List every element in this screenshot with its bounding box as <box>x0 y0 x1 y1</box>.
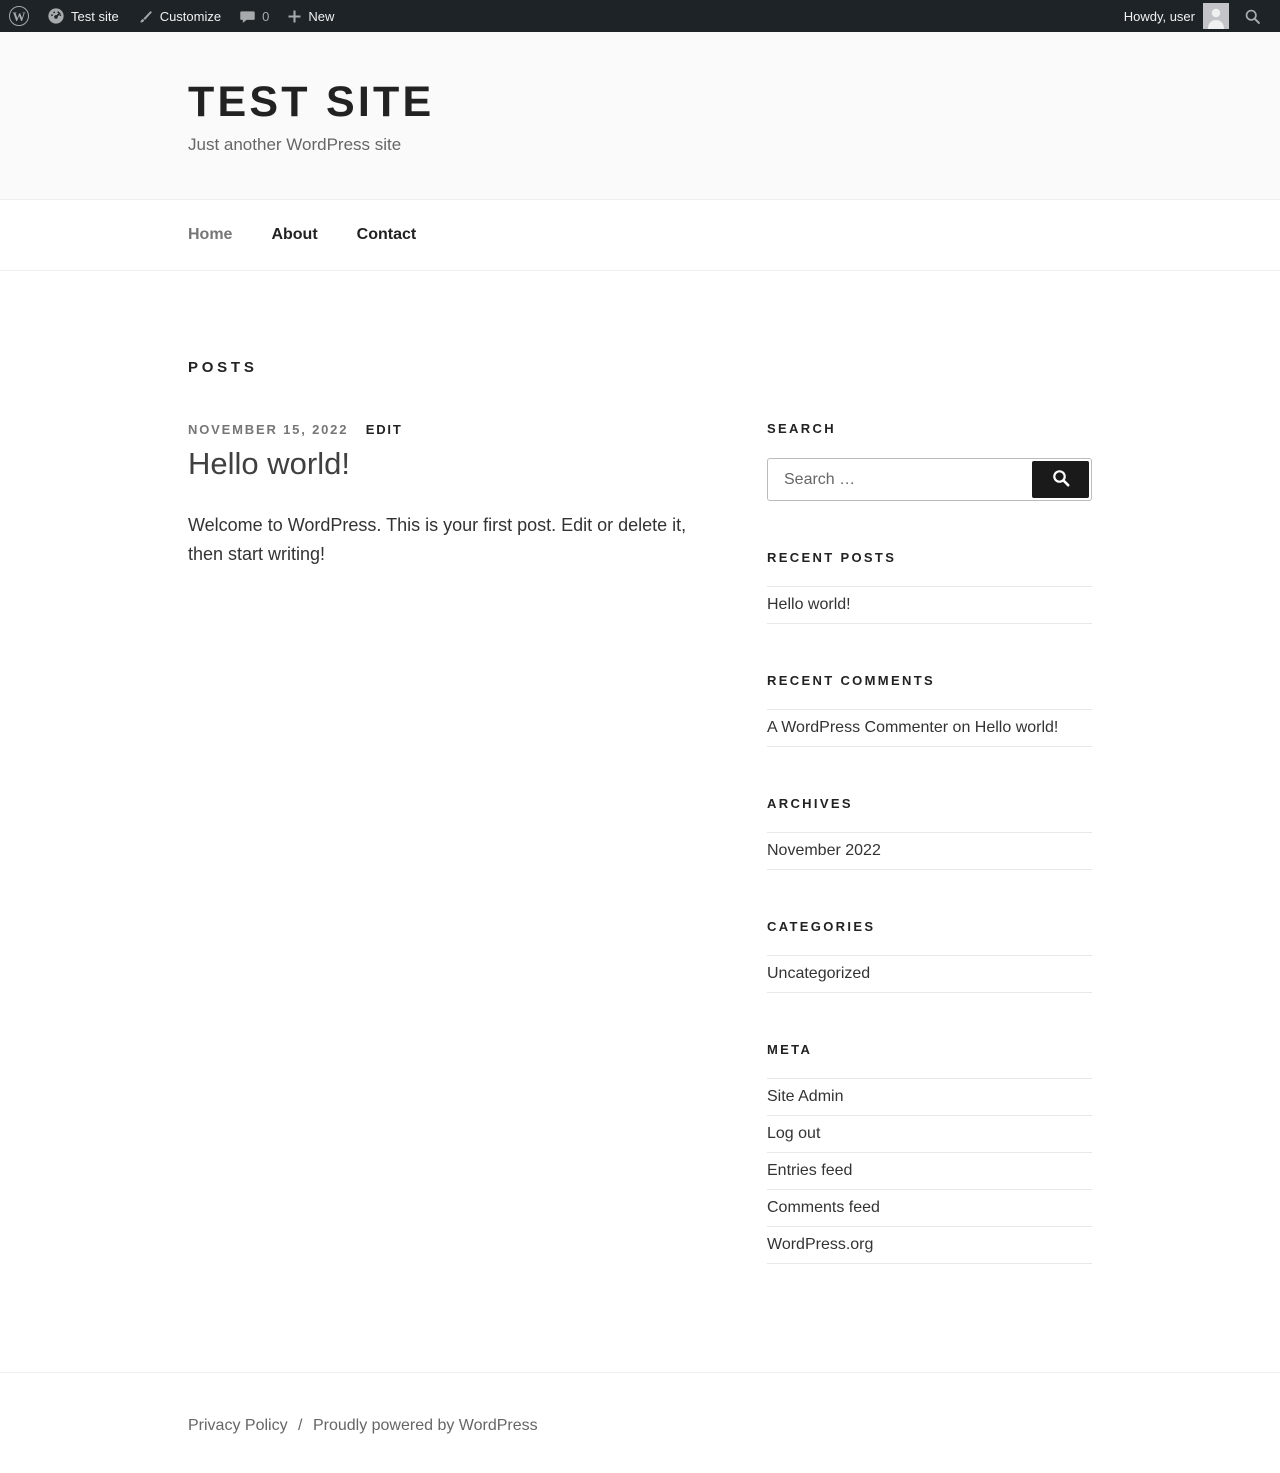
footer-separator: / <box>298 1417 303 1435</box>
howdy-text: Howdy, user <box>1123 8 1195 24</box>
site-tagline: Just another WordPress site <box>188 135 402 155</box>
list-item <box>767 586 1092 624</box>
post-date-link[interactable]: NOVEMBER 15, 2022 <box>188 422 349 438</box>
comments-count: 0 <box>262 8 270 24</box>
wp-admin-bar <box>0 0 1280 32</box>
list-item <box>767 955 1092 993</box>
recent-posts-widget <box>767 550 1092 624</box>
categories-widget <box>767 919 1092 993</box>
post-meta <box>188 422 712 437</box>
adminbar-search-icon[interactable] <box>1235 0 1270 32</box>
meta-comments-feed-link[interactable]: Comments feed <box>767 1199 880 1217</box>
post-body: Welcome to WordPress. This is your first post. Edit or delete it, then start writing! <box>188 514 687 565</box>
recent-comments-widget <box>767 673 1092 747</box>
comment-bubble-icon <box>239 8 256 25</box>
site-menu[interactable] <box>38 0 128 32</box>
archive-link[interactable]: November 2022 <box>767 842 881 860</box>
search-form <box>767 458 1092 501</box>
search-widget-title: SEARCH <box>767 421 836 437</box>
recent-post-link[interactable]: Hello world! <box>767 596 851 614</box>
meta-entries-feed-link[interactable]: Entries feed <box>767 1162 853 1180</box>
plus-icon <box>287 9 302 24</box>
sidebar <box>767 421 1092 1264</box>
archives-title: ARCHIVES <box>767 796 853 812</box>
new-label: New <box>308 8 335 24</box>
nav-item-home[interactable]: Home <box>188 226 233 244</box>
search-submit-button[interactable] <box>1032 461 1089 498</box>
meta-log-out-link[interactable]: Log out <box>767 1125 821 1143</box>
categories-title: CATEGORIES <box>767 919 876 935</box>
privacy-policy-link[interactable]: Privacy Policy <box>188 1417 288 1435</box>
recent-posts-title: RECENT POSTS <box>767 550 897 566</box>
meta-title: META <box>767 1042 813 1058</box>
recent-comments-title: RECENT COMMENTS <box>767 673 935 689</box>
brush-icon <box>137 8 154 25</box>
archives-widget <box>767 796 1092 870</box>
customize-label: Customize <box>159 8 222 24</box>
wordpress-logo-icon: W <box>9 6 29 26</box>
list-item <box>767 832 1092 870</box>
avatar <box>1203 3 1229 29</box>
search-icon <box>1051 468 1071 491</box>
customize-menu[interactable] <box>128 0 230 32</box>
my-account-menu[interactable] <box>1118 3 1235 29</box>
list-item <box>767 709 1092 747</box>
site-title[interactable]: TEST SITE <box>188 78 435 126</box>
nav-item-contact[interactable]: Contact <box>356 226 417 244</box>
new-content-menu[interactable] <box>278 0 343 32</box>
comment-connector: on <box>948 719 975 737</box>
list-item <box>767 1189 1092 1226</box>
powered-by-link[interactable]: Proudly powered by WordPress <box>312 1417 538 1435</box>
primary-navigation <box>0 199 1280 271</box>
category-link[interactable]: Uncategorized <box>767 965 871 983</box>
list-item <box>767 1115 1092 1152</box>
list-item <box>767 1152 1092 1189</box>
comment-post-link[interactable]: Hello world! <box>974 719 1059 737</box>
post-title <box>188 444 712 484</box>
content-area <box>0 271 1280 1372</box>
nav-item-about[interactable]: About <box>271 226 318 244</box>
comment-author-link[interactable]: A WordPress Commenter <box>767 719 949 737</box>
site-header <box>0 32 1280 199</box>
meta-site-admin-link[interactable]: Site Admin <box>767 1088 844 1106</box>
posts-column <box>188 359 712 570</box>
post-title-link[interactable]: Hello world! <box>188 446 350 482</box>
post-edit-link[interactable]: EDIT <box>365 422 403 438</box>
wp-logo-menu[interactable] <box>0 0 38 32</box>
site-menu-label: Test site <box>71 8 119 24</box>
search-widget <box>767 421 1092 501</box>
meta-wordpress-org-link[interactable]: WordPress.org <box>767 1236 874 1254</box>
site-footer <box>0 1372 1280 1473</box>
post-article <box>188 422 712 570</box>
list-item <box>767 1078 1092 1115</box>
comments-menu[interactable] <box>230 0 278 32</box>
list-item <box>767 1226 1092 1264</box>
meta-widget <box>767 1042 1092 1264</box>
page-title: POSTS <box>188 359 258 377</box>
dashboard-gauge-icon <box>47 7 65 25</box>
